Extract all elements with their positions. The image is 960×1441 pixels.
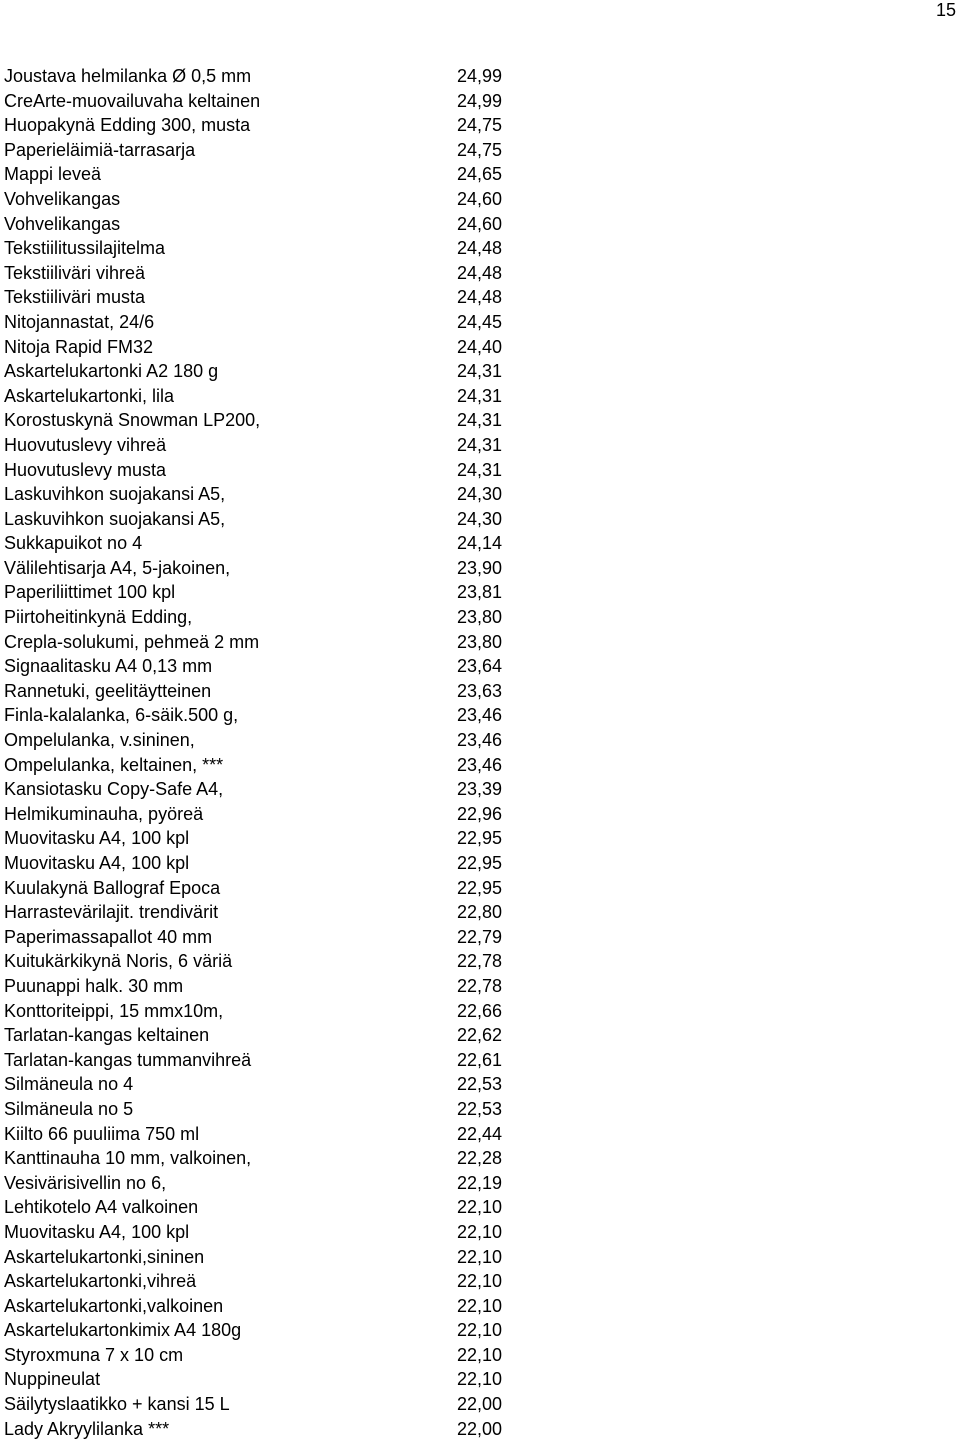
- list-item: [4, 384, 524, 409]
- item-name: Askartelukartonki, lila: [4, 385, 175, 406]
- list-item: [4, 1245, 524, 1270]
- item-name: Askartelukartonki A2 180 g: [4, 361, 219, 382]
- list-item: [4, 335, 524, 360]
- item-price: 24,31: [456, 434, 502, 455]
- item-price: 22,96: [456, 803, 502, 824]
- item-name: Harrastevärilajit. trendivärit: [4, 902, 219, 923]
- item-name: Tekstiiliväri vihreä: [4, 262, 146, 283]
- list-item: [4, 162, 524, 187]
- item-price: 24,65: [456, 164, 502, 185]
- item-price: 24,31: [456, 459, 502, 480]
- list-item: [4, 1097, 524, 1122]
- item-name: Laskuvihkon suojakansi A5,: [4, 508, 226, 529]
- item-name: Askartelukartonki,vihreä: [4, 1271, 197, 1292]
- list-item: [4, 580, 524, 605]
- list-item: [4, 654, 524, 679]
- item-name: Lady Akryylilanka ***: [4, 1418, 170, 1439]
- item-price: 22,78: [456, 975, 502, 996]
- list-item: [4, 999, 524, 1024]
- item-price: 22,00: [456, 1418, 502, 1439]
- item-name: Kiilto 66 puuliima 750 ml: [4, 1123, 200, 1144]
- item-name: Laskuvihkon suojakansi A5,: [4, 484, 226, 505]
- item-price: 22,95: [456, 828, 502, 849]
- item-name: Välilehtisarja A4, 5-jakoinen,: [4, 557, 231, 578]
- item-name: Nitojannastat, 24/6: [4, 311, 155, 332]
- item-name: Askartelukartonki,sininen: [4, 1246, 205, 1267]
- list-item: [4, 728, 524, 753]
- list-item: [4, 876, 524, 901]
- item-price: 24,31: [456, 385, 502, 406]
- list-item: [4, 900, 524, 925]
- item-name: Sukkapuikot no 4: [4, 533, 143, 554]
- item-price: 22,10: [456, 1369, 502, 1390]
- item-price: 22,10: [456, 1295, 502, 1316]
- list-item: [4, 1023, 524, 1048]
- item-price: 22,95: [456, 853, 502, 873]
- list-item: [4, 408, 524, 433]
- list-item: [4, 310, 524, 335]
- list-item: [4, 261, 524, 286]
- item-name: Paperimassapallot 40 mm: [4, 926, 213, 947]
- list-item: [4, 949, 524, 974]
- page-number: 15: [935, 0, 956, 20]
- list-item: [4, 1122, 524, 1147]
- item-price: 24,99: [456, 66, 502, 86]
- item-name: Korostuskynä Snowman LP200,: [4, 410, 261, 431]
- list-item: [4, 1146, 524, 1171]
- item-name: Kuulakynä Ballograf Epoca: [4, 877, 221, 898]
- item-name: Ompelulanka, v.sininen,: [4, 730, 195, 751]
- item-price: 24,75: [456, 115, 502, 136]
- list-item: [4, 1195, 524, 1220]
- list-item: [4, 1367, 524, 1392]
- list-item: [4, 458, 524, 483]
- item-name: Kanttinauha 10 mm, valkoinen,: [4, 1148, 252, 1169]
- list-item: [4, 236, 524, 261]
- item-price: 22,19: [456, 1172, 502, 1193]
- item-price: 22,10: [456, 1221, 502, 1242]
- list-item: [4, 138, 524, 163]
- item-name: Vesivärisivellin no 6,: [4, 1172, 167, 1193]
- list-item: [4, 433, 524, 458]
- item-price: 23,81: [456, 582, 502, 603]
- item-name: Huopakynä Edding 300, musta: [4, 115, 251, 136]
- item-price: 24,40: [456, 336, 502, 357]
- list-item: [4, 630, 524, 655]
- item-price: 22,62: [456, 1025, 502, 1046]
- item-price: 24,14: [456, 533, 502, 554]
- item-name: Puunappi halk. 30 mm: [4, 975, 184, 996]
- item-name: Tarlatan-kangas keltainen: [4, 1025, 210, 1046]
- item-price: 23,64: [456, 656, 502, 677]
- list-item: [4, 359, 524, 384]
- item-name: Kuitukärkikynä Noris, 6 väriä: [4, 951, 233, 972]
- list-item: [4, 802, 524, 827]
- list-item: [4, 1220, 524, 1245]
- item-name: Paperieläimiä-tarrasarja: [4, 139, 196, 160]
- item-name: Crepla-solukumi, pehmeä 2 mm: [4, 631, 260, 652]
- item-price: 24,60: [456, 188, 502, 209]
- price-list: [4, 64, 524, 1441]
- item-name: Vohvelikangas: [4, 188, 121, 209]
- list-item: [4, 1343, 524, 1368]
- list-item: [4, 482, 524, 507]
- list-item: [4, 64, 524, 89]
- list-item: [4, 1417, 524, 1441]
- item-name: Piirtoheitinkynä Edding,: [4, 607, 193, 628]
- list-item: [4, 1318, 524, 1343]
- item-name: Joustava helmilanka Ø 0,5 mm: [4, 66, 252, 86]
- item-price: 23,90: [456, 557, 502, 578]
- item-price: 22,10: [456, 1197, 502, 1218]
- list-item: [4, 851, 524, 876]
- list-item: [4, 703, 524, 728]
- item-price: 22,28: [456, 1148, 502, 1169]
- item-price: 22,10: [456, 1246, 502, 1267]
- item-price: 24,30: [456, 508, 502, 529]
- item-price: 22,95: [456, 877, 502, 898]
- item-name: Nitoja Rapid FM32: [4, 336, 154, 357]
- item-name: Mappi leveä: [4, 164, 102, 185]
- list-item: [4, 1048, 524, 1073]
- item-price: 23,46: [456, 730, 502, 751]
- item-price: 24,45: [456, 311, 502, 332]
- item-price: 24,30: [456, 484, 502, 505]
- item-price: 24,31: [456, 361, 502, 382]
- item-name: Lehtikotelo A4 valkoinen: [4, 1197, 199, 1218]
- list-item: [4, 285, 524, 310]
- item-price: 23,80: [456, 607, 502, 628]
- item-price: 23,46: [456, 754, 502, 775]
- item-name: Askartelukartonkimix A4 180g: [4, 1320, 242, 1341]
- item-name: Tekstiilitussilajitelma: [4, 238, 166, 259]
- item-name: Finla-kalalanka, 6-säik.500 g,: [4, 705, 239, 726]
- list-item: [4, 974, 524, 999]
- item-price: 22,80: [456, 902, 502, 923]
- item-name: Signaalitasku A4 0,13 mm: [4, 656, 213, 677]
- list-item: [4, 89, 524, 114]
- item-name: Helmikuminauha, pyöreä: [4, 803, 204, 824]
- item-name: Paperiliittimet 100 kpl: [4, 582, 176, 603]
- item-price: 22,00: [456, 1394, 502, 1415]
- item-name: Silmäneula no 5: [4, 1098, 134, 1119]
- list-item: [4, 187, 524, 212]
- item-name: CreArte-muovailuvaha keltainen: [4, 90, 261, 111]
- item-price: 22,53: [456, 1074, 502, 1095]
- list-item: [4, 531, 524, 556]
- list-item: [4, 507, 524, 532]
- list-item: [4, 556, 524, 581]
- item-name: Huovutuslevy vihreä: [4, 434, 167, 455]
- list-item: [4, 753, 524, 778]
- item-name: Nuppineulat: [4, 1369, 101, 1390]
- item-price: 22,61: [456, 1049, 502, 1070]
- item-price: 23,46: [456, 705, 502, 726]
- list-item: [4, 1294, 524, 1319]
- list-item: [4, 605, 524, 630]
- item-name: Muovitasku A4, 100 kpl: [4, 1221, 190, 1242]
- item-name: Kansiotasku Copy-Safe A4,: [4, 779, 224, 800]
- item-price: 24,75: [456, 139, 502, 160]
- item-price: 24,48: [456, 238, 502, 259]
- item-price: 23,39: [456, 779, 502, 800]
- list-item: [4, 777, 524, 802]
- item-price: 22,10: [456, 1344, 502, 1365]
- list-item: [4, 1269, 524, 1294]
- list-item: [4, 1392, 524, 1417]
- list-item: [4, 1072, 524, 1097]
- item-price: 22,53: [456, 1098, 502, 1119]
- item-name: Rannetuki, geelitäytteinen: [4, 680, 212, 701]
- item-price: 22,44: [456, 1123, 502, 1144]
- list-item: [4, 925, 524, 950]
- item-name: Vohvelikangas: [4, 213, 121, 234]
- item-price: 22,78: [456, 951, 502, 972]
- item-name: Ompelulanka, keltainen, ***: [4, 754, 224, 775]
- item-price: 24,60: [456, 213, 502, 234]
- item-price: 24,48: [456, 287, 502, 308]
- item-name: Tekstiiliväri musta: [4, 287, 146, 308]
- item-price: 23,80: [456, 631, 502, 652]
- item-price: 24,48: [456, 262, 502, 283]
- list-item: [4, 679, 524, 704]
- list-item: [4, 826, 524, 851]
- item-name: Konttoriteippi, 15 mmx10m,: [4, 1000, 224, 1021]
- item-name: Tarlatan-kangas tummanvihreä: [4, 1049, 252, 1070]
- item-price: 22,10: [456, 1271, 502, 1292]
- list-item: [4, 113, 524, 138]
- item-name: Säilytyslaatikko + kansi 15 L: [4, 1394, 230, 1415]
- item-name: Askartelukartonki,valkoinen: [4, 1295, 224, 1316]
- item-name: Muovitasku A4, 100 kpl: [4, 828, 190, 849]
- item-name: Styroxmuna 7 x 10 cm: [4, 1344, 184, 1365]
- item-price: 24,31: [456, 410, 502, 431]
- item-price: 22,79: [456, 926, 502, 947]
- item-name: Silmäneula no 4: [4, 1074, 134, 1095]
- list-item: [4, 212, 524, 237]
- item-price: 24,99: [456, 90, 502, 111]
- item-price: 23,63: [456, 680, 502, 701]
- item-name: Huovutuslevy musta: [4, 459, 167, 480]
- item-price: 22,10: [456, 1320, 502, 1341]
- item-price: 22,66: [456, 1000, 502, 1021]
- item-name: Muovitasku A4, 100 kpl: [4, 853, 190, 873]
- list-item: [4, 1171, 524, 1196]
